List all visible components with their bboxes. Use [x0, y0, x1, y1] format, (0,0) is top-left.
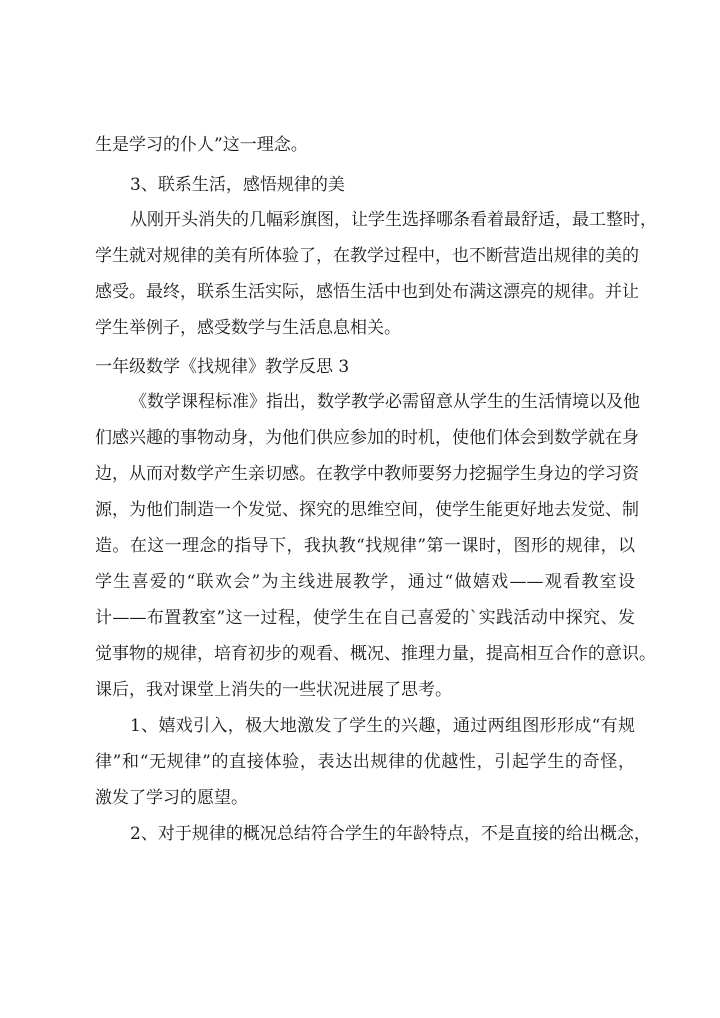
text-line: 《数学课程标准》指出，数学教学必需留意从学生的生活情境以及他 — [130, 392, 640, 412]
section-heading: 3、联系生活，感悟规律的美 — [130, 175, 345, 195]
text-line: 从刚开头消失的几幅彩旗图，让学生选择哪条看着最舒适，最工整时， — [130, 210, 657, 230]
text-line: 律”和“无规律”的直接体验，表达出规律的优越性，引起学生的奇怪， — [95, 752, 635, 772]
text-line: 觉事物的规律，培育初步的观看、概况、推理力量，提高相互合作的意识。 — [95, 644, 656, 664]
section-title: 一年级数学《找规律》教学反思 3 — [95, 357, 350, 377]
text-line: 2、对于规律的概况总结符合学生的年龄特点，不是直接的给出概念， — [130, 824, 651, 844]
text-line: 源，为他们制造一个发觉、探究的思维空间，使学生能更好地去发觉、制 — [95, 500, 639, 520]
text-line: 学生喜爱的“联欢会”为主线进展教学，通过“做嬉戏——观看教室设 — [95, 572, 635, 592]
text-line: 边，从而对数学产生亲切感。在教学中教师要努力挖掘学生身边的学习资 — [95, 464, 639, 484]
text-line: 计——布置教室”这一过程，使学生在自己喜爱的`实践活动中探究、发 — [95, 608, 635, 628]
text-line: 学生举例子，感受数学与生活息息相关。 — [95, 318, 401, 338]
text-line: 感受。最终，联系生活实际，感悟生活中也到处布满这漂亮的规律。并让 — [95, 282, 639, 302]
text-line: 们感兴趣的事物动身，为他们供应参加的时机，使他们体会到数学就在身 — [95, 428, 639, 448]
text-line: 学生就对规律的美有所体验了，在教学过程中，也不断营造出规律的美的 — [95, 246, 639, 266]
text-line: 激发了学习的愿望。 — [95, 788, 248, 808]
text-line: 1、嬉戏引入，极大地激发了学生的兴趣，通过两组图形形成“有规 — [130, 716, 635, 736]
text-line: 生是学习的仆人”这一理念。 — [95, 135, 308, 155]
text-line: 课后，我对课堂上消失的一些状况进展了思考。 — [95, 680, 452, 700]
text-line: 造。在这一理念的指导下，我执教“找规律”第一课时，图形的规律，以 — [95, 536, 635, 556]
